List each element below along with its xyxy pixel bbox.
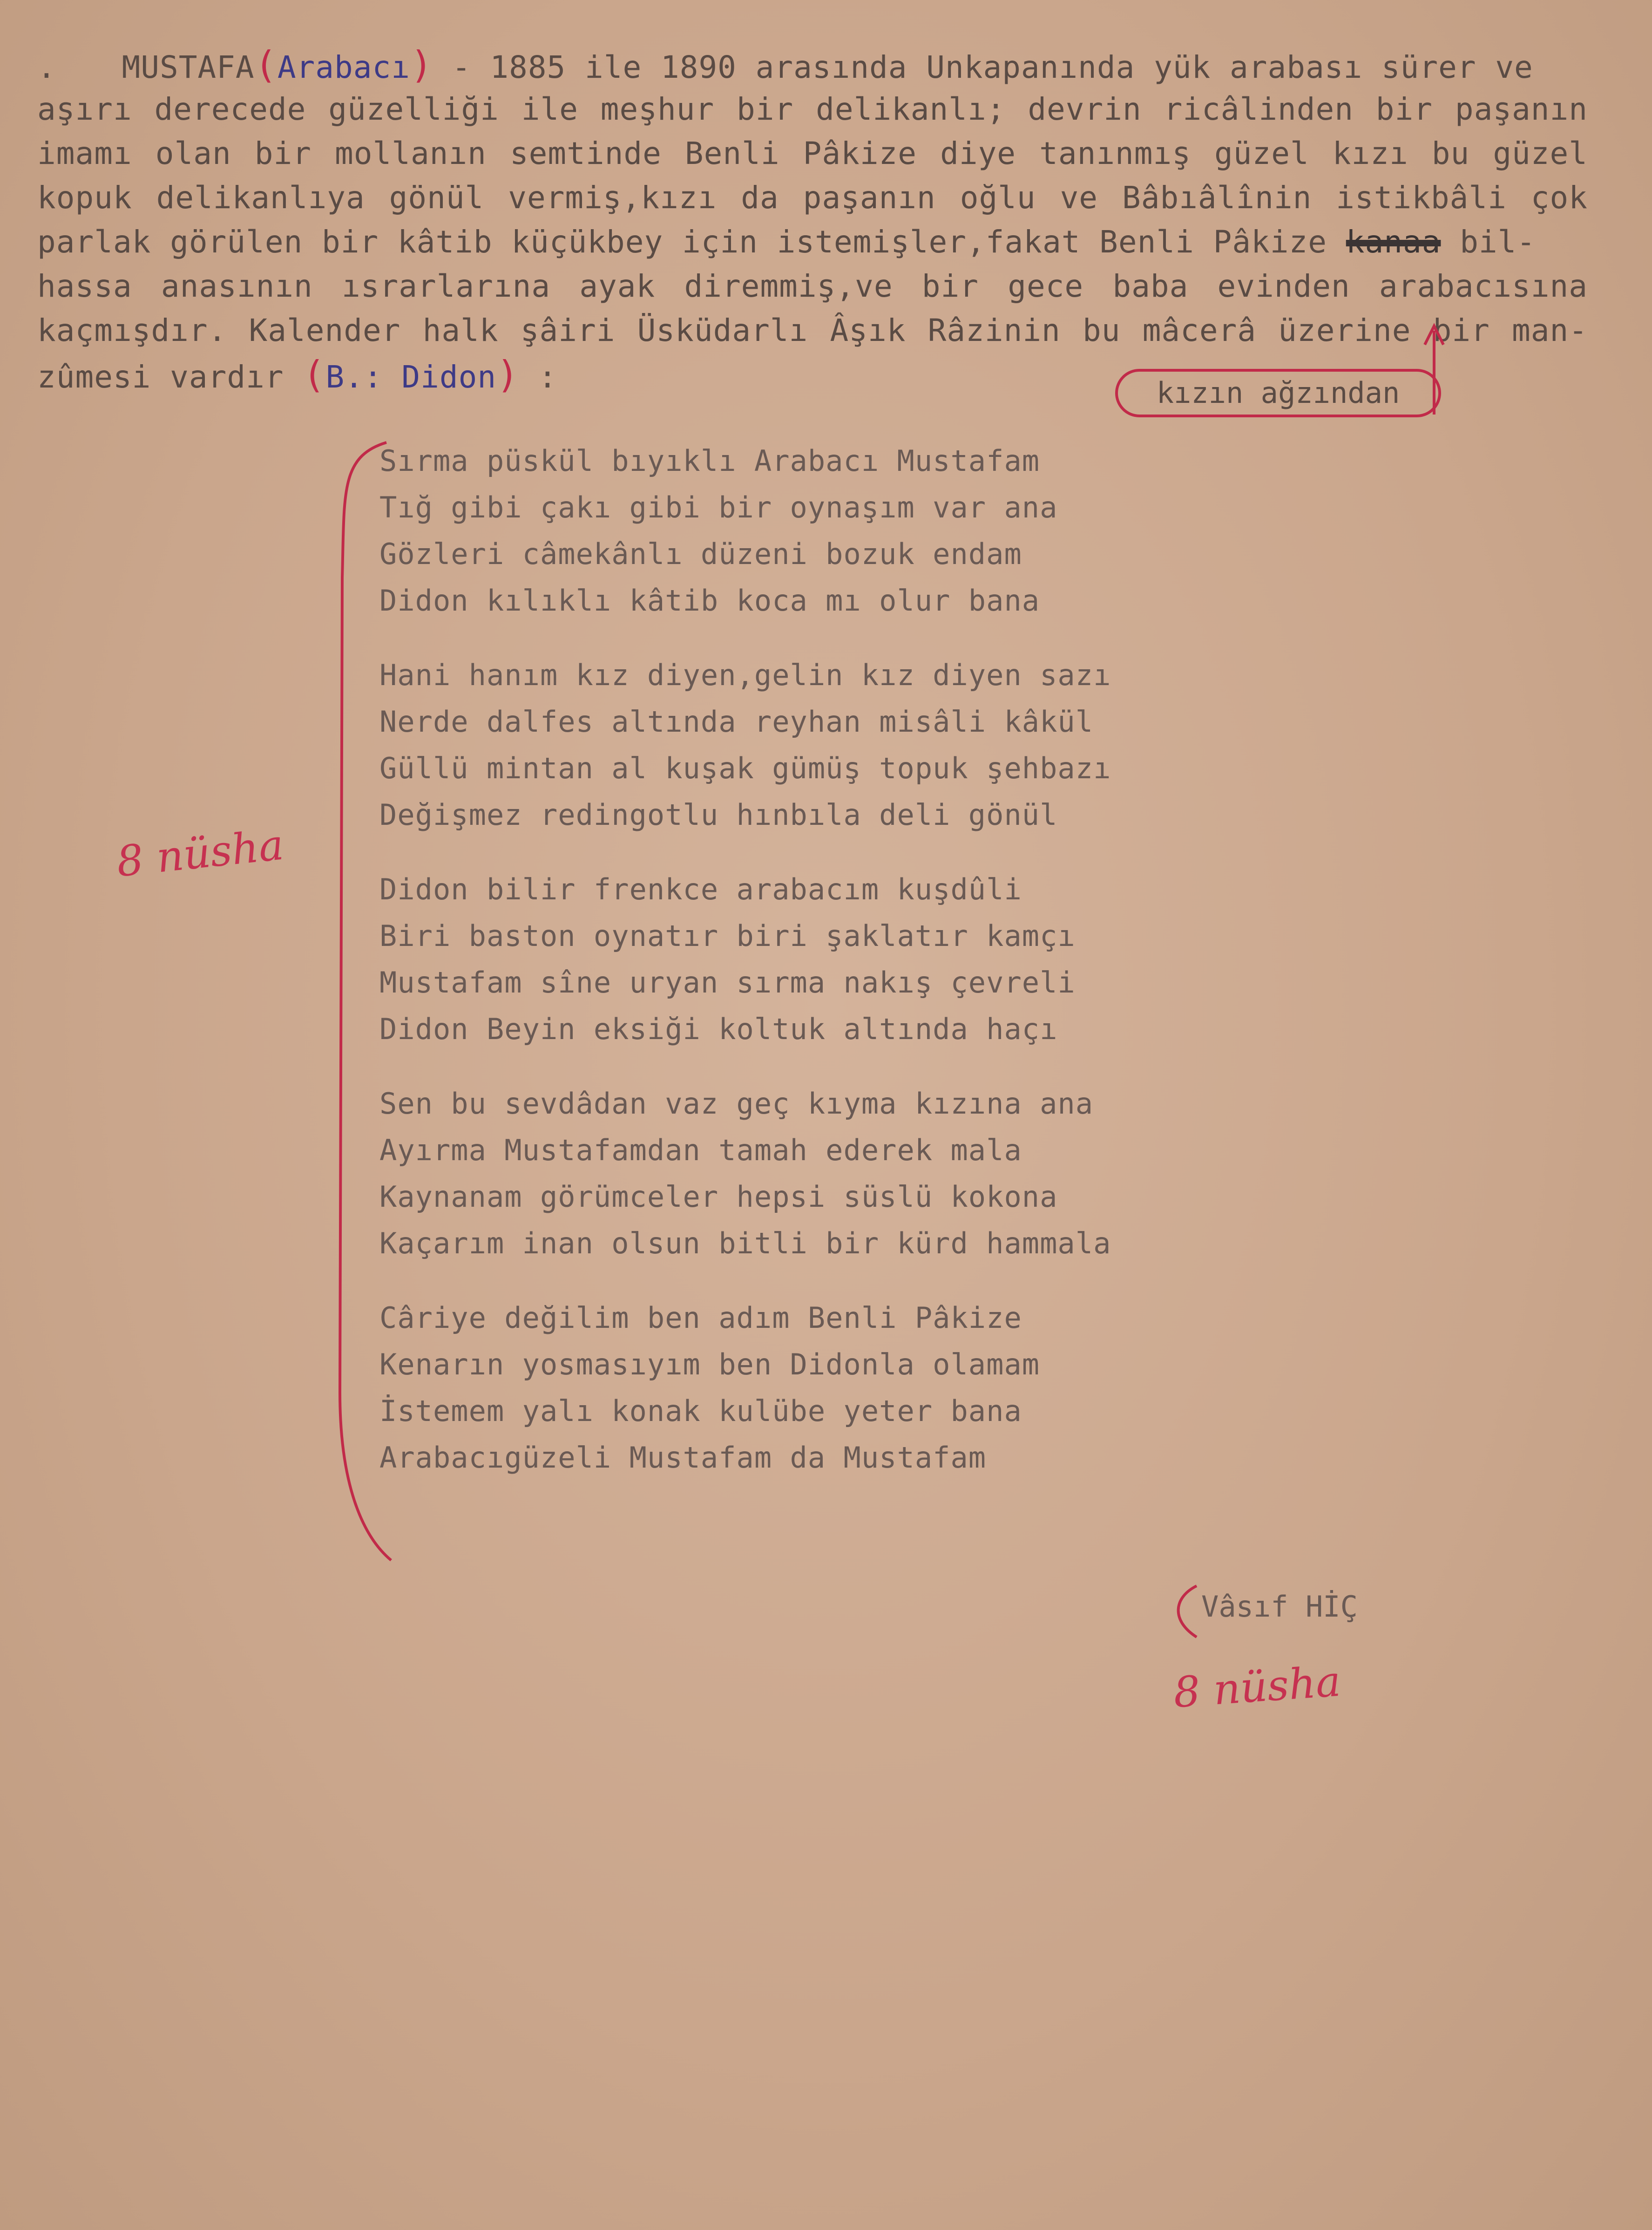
verse: Didon Beyin eksiği koltuk altında haçı <box>379 1012 1058 1046</box>
stanza-1 <box>379 438 1057 624</box>
intro-line-1 <box>37 42 1533 88</box>
verse: Sırma püskül bıyıklı Arabacı Mustafam <box>379 444 1040 478</box>
stanza-4 <box>379 1081 1111 1267</box>
stanza-5 <box>379 1295 1040 1481</box>
handwritten-note-arabaci: (Arabacı) <box>254 43 433 87</box>
entry-name: MUSTAFA <box>122 49 255 85</box>
verse: Kaçarım inan olsun bitli bir kürd hammala <box>379 1226 1111 1260</box>
verse: Ayırma Mustafamdan tamah ederek mala <box>379 1133 1022 1167</box>
verse: Didon kılıklı kâtib koca mı olur bana <box>379 584 1040 618</box>
intro-line-6: hassa anasının ısrarlarına ayak diremmiş,ve bir gece baba evinden arabacısına <box>37 268 1588 304</box>
verse: İstemem yalı konak kulübe yeter bana <box>379 1394 1022 1428</box>
verse: Değişmez redingotlu hınbıla deli gönül <box>379 798 1058 832</box>
verse: Güllü mintan al kuşak gümüş topuk şehbazı <box>379 751 1111 785</box>
author-bracket-icon <box>1164 1584 1201 1639</box>
intro-line-1-pre: . <box>37 49 75 85</box>
verse: Tığ gibi çakı gibi bir oynaşım var ana <box>379 490 1058 524</box>
intro-line-5: parlak görülen bir kâtib küçükbey için istemişler,fakat Benli Pâkize kanaa bil- <box>37 224 1536 260</box>
verse: Arabacıgüzeli Mustafam da Mustafam <box>379 1441 987 1475</box>
stanza-2 <box>379 652 1111 838</box>
struck-word: kanaa <box>1346 224 1441 260</box>
margin-note: 8 nüsha <box>114 820 286 887</box>
intro-line-3: imamı olan bir mollanın semtinde Benli Pâkize diye tanınmış güzel kızı bu güzel <box>37 136 1588 171</box>
verse: Câriye değilim ben adım Benli Pâkize <box>379 1301 1022 1335</box>
author-name: Vâsıf HİÇ <box>1201 1590 1358 1624</box>
stanza-3 <box>379 866 1076 1053</box>
intro-line-2: aşırı derecede güzelliği ile meşhur bir delikanlı; devrin ricâlinden bir paşanın <box>37 91 1588 127</box>
intro-line-4: kopuk delikanlıya gönül vermiş,kızı da paşanın oğlu ve Bâbıâlînin istikbâli çok <box>37 180 1588 216</box>
handwritten-note-didon: (B.: Didon) <box>303 353 520 396</box>
inserted-note-oval <box>1115 369 1441 417</box>
intro-line-8: zûmesi vardır (B.: Didon) : <box>37 353 557 396</box>
verse: Biri baston oynatır biri şaklatır kamçı <box>379 919 1076 953</box>
verse: Sen bu sevdâdan vaz geç kıyma kızına ana <box>379 1087 1094 1121</box>
verse: Kenarın yosmasıyım ben Didonla olamam <box>379 1347 1040 1381</box>
signature-note: 8 nüsha <box>1171 1657 1342 1718</box>
signature-block <box>1164 1584 1425 1733</box>
inserted-note-text: kızın ağzından <box>1156 376 1400 410</box>
verse: Kaynanam görümceler hepsi süslü kokona <box>379 1180 1058 1214</box>
verse: Hani hanım kız diyen,gelin kız diyen sazı <box>379 658 1111 692</box>
intro-line-7: kaçmışdır. Kalender halk şâiri Üsküdarlı Âşık Râzinin bu mâcerâ üzerine bir man- <box>37 313 1588 348</box>
verse: Mustafam sîne uryan sırma nakış çevreli <box>379 965 1076 999</box>
verse: Didon bilir frenkce arabacım kuşdûli <box>379 872 1022 906</box>
intro-line-1-post: - 1885 ile 1890 arasında Unkapanında yük arabası sürer ve <box>433 49 1533 85</box>
verse: Gözleri câmekânlı düzeni bozuk endam <box>379 537 1022 571</box>
verse: Nerde dalfes altında reyhan misâli kâkül <box>379 705 1094 739</box>
